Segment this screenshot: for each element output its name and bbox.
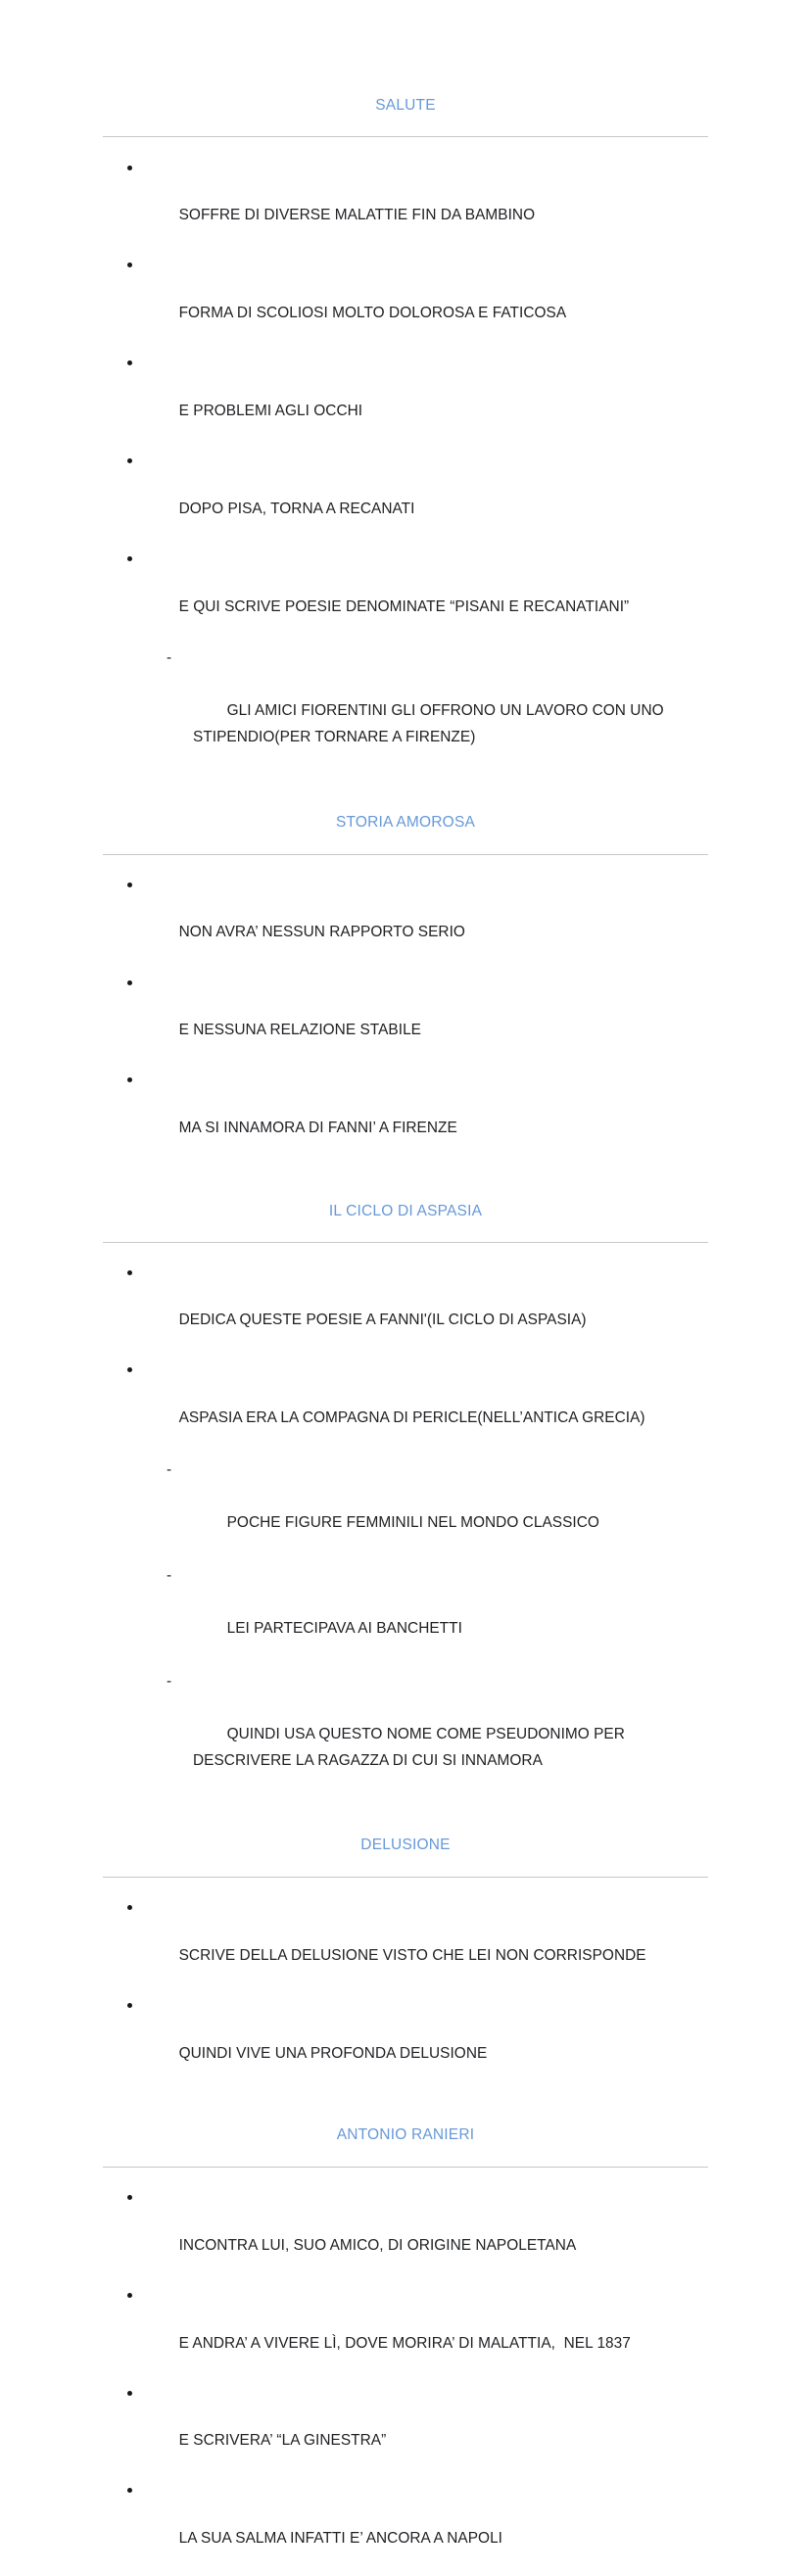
list-item-text: E NESSUNA RELAZIONE STABILE [178, 1022, 421, 1039]
section-divider [103, 1877, 708, 1878]
list-item-text: ASPASIA ERA LA COMPAGNA DI PERICLE(NELL’ANTICA GRECIA) [178, 1409, 645, 1427]
list-item-text: MA SI INNAMORA DI FANNI’ A FIRENZE [178, 1120, 457, 1137]
list-item-text: LA SUA SALMA INFATTI E’ ANCORA A NAPOLI [178, 2530, 503, 2548]
list-item [103, 1358, 708, 1455]
section-divider [103, 2167, 708, 2168]
list-item-text: E QUI SCRIVE POESIE DENOMINATE “PISANI E RECANATIANI” [178, 597, 630, 615]
dash-bullet-icon: - [167, 649, 172, 667]
section-divider [103, 136, 708, 137]
section-heading: SALUTE [375, 97, 436, 114]
sub-bullet-list [103, 1457, 708, 1800]
section-heading: IL CICLO DI ASPASIA [328, 1203, 483, 1220]
disc-bullet-icon [127, 1905, 132, 1910]
disc-bullet-icon [127, 2195, 132, 2200]
disc-bullet-icon [127, 1367, 132, 1372]
sub-list-item-text: POCHE FIGURE FEMMINILI NEL MONDO CLASSICO [226, 1513, 599, 1531]
list-item-text: DEDICA QUESTE POESIE A FANNI'(IL CICLO DI ASPASIA) [178, 1312, 587, 1329]
disc-bullet-icon [127, 556, 132, 561]
list-item [103, 155, 708, 253]
bullet-list [103, 2185, 708, 2576]
list-item [103, 449, 708, 547]
disc-bullet-icon [127, 1270, 132, 1275]
section-salute [103, 0, 708, 778]
disc-bullet-icon [127, 2003, 132, 2008]
section-antonio-ranieri [103, 2090, 708, 2576]
disc-bullet-icon [127, 2391, 132, 2396]
sub-list-item [103, 1563, 708, 1669]
bullet-list [103, 1895, 708, 2091]
list-item-text: SOFFRE DI DIVERSE MALATTIE FIN DA BAMBINO [178, 207, 536, 224]
bullet-list [103, 1260, 708, 1455]
list-item [103, 970, 708, 1068]
list-item [103, 253, 708, 351]
sub-list-item [103, 1457, 708, 1563]
sub-list-item-text: QUINDI USA QUESTO NOME COME PSEUDONIMO PER DESCRIVERE LA RAGAZZA DI CUI SI INNAMORA [193, 1725, 630, 1769]
disc-bullet-icon [127, 166, 132, 170]
list-item-text: E PROBLEMI AGLI OCCHI [178, 402, 363, 419]
sub-list-item-text: GLI AMICI FIORENTINI GLI OFFRONO UN LAVORO CON UNO STIPENDIO(PER TORNARE A FIRENZE) [193, 702, 668, 746]
list-item-text: INCONTRA LUI, SUO AMICO, DI ORIGINE NAPOLETANA [178, 2236, 577, 2254]
list-item [103, 1260, 708, 1358]
list-item [103, 1068, 708, 1166]
section-heading: DELUSIONE [360, 1837, 451, 1854]
disc-bullet-icon [127, 360, 132, 365]
dash-bullet-icon: - [167, 1566, 172, 1584]
section-divider [103, 854, 708, 855]
list-item-text: QUINDI VIVE UNA PROFONDA DELUSIONE [178, 2044, 488, 2062]
bullet-list [103, 873, 708, 1166]
list-item [103, 547, 708, 644]
disc-bullet-icon [127, 262, 132, 267]
list-item [103, 351, 708, 449]
section-storia-amorosa [103, 778, 708, 1166]
sub-list-item-text: LEI PARTECIPAVA AI BANCHETTI [226, 1619, 462, 1637]
list-item-text: E ANDRA’ A VIVERE LÌ, DOVE MORIRA’ DI MALATTIA, NEL 1837 [178, 2334, 631, 2352]
sub-list-item [103, 1669, 708, 1801]
sub-list-item [103, 645, 708, 778]
list-item [103, 2380, 708, 2478]
bullet-list [103, 155, 708, 644]
list-item [103, 2283, 708, 2381]
section-heading: STORIA AMOROSA [335, 814, 476, 832]
list-item [103, 2478, 708, 2576]
list-item [103, 2185, 708, 2283]
list-item-text: FORMA DI SCOLIOSI MOLTO DOLOROSA E FATICOSA [178, 305, 567, 322]
list-item [103, 1895, 708, 1993]
list-item [103, 1993, 708, 2091]
disc-bullet-icon [127, 2293, 132, 2298]
section-divider [103, 1242, 708, 1243]
dash-bullet-icon: - [167, 1672, 172, 1690]
sub-bullet-list [103, 645, 708, 778]
section-ciclo-di-aspasia [103, 1166, 708, 1800]
section-heading: ANTONIO RANIERI [336, 2126, 475, 2144]
section-delusione [103, 1800, 708, 2090]
list-item-text: NON AVRA’ NESSUN RAPPORTO SERIO [178, 924, 465, 941]
disc-bullet-icon [127, 883, 132, 887]
disc-bullet-icon [127, 2488, 132, 2493]
list-item [103, 873, 708, 971]
list-item-text: E SCRIVERA’ “LA GINESTRA” [178, 2432, 387, 2450]
dash-bullet-icon: - [167, 1461, 172, 1479]
list-item-text: SCRIVE DELLA DELUSIONE VISTO CHE LEI NON CORRISPONDE [178, 1946, 646, 1964]
list-item-text: DOPO PISA, TORNA A RECANATI [178, 500, 415, 517]
disc-bullet-icon [127, 1077, 132, 1082]
disc-bullet-icon [127, 458, 132, 463]
disc-bullet-icon [127, 980, 132, 985]
